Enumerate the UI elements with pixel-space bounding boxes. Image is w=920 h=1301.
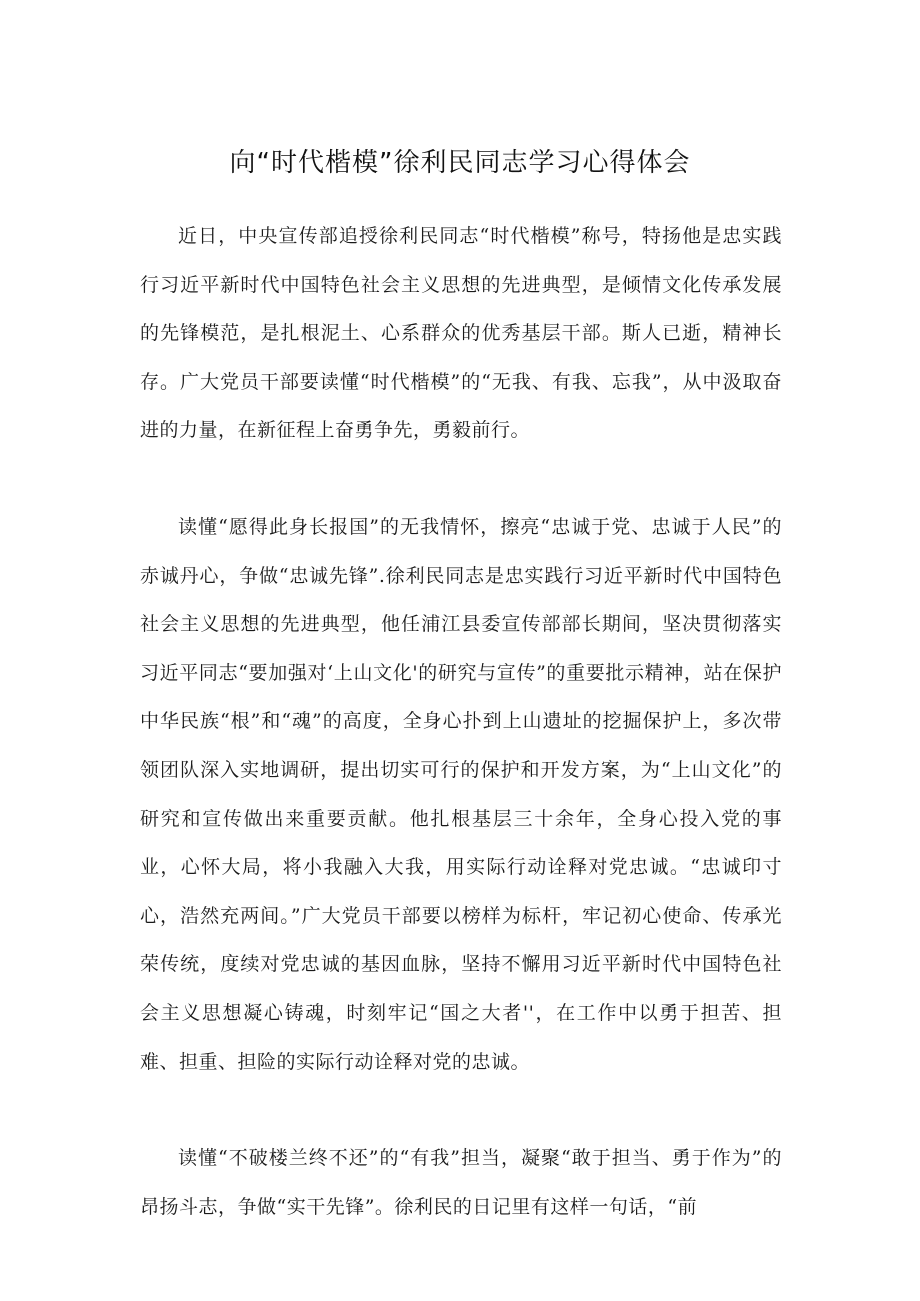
document-title: 向“时代楷模”徐利民同志学习心得体会 [229, 148, 691, 178]
paragraph-intro: 近日，中央宣传部追授徐利民同志“时代楷模”称号，特扬他是忠实践行习近平新时代中国特色社会主义思想的先进典型，是倾情文化传承发展的先锋模范，是扎根泥土、心系群众的优秀基层干部。斯人已逝，精神长存。广大党员干部要读懂“时代楷模”的“无我、有我、忘我”，从中汲取奋进的力量，在新征程上奋勇争先，勇毅前行。 [140, 225, 782, 442]
paragraph-responsibility: 读懂“不破楼兰终不还”的“有我”担当，凝聚“敢于担当、勇于作为”的昂扬斗志，争做“实干先锋”。徐利民的日记里有这样一句话，“前 [140, 1147, 782, 1218]
paragraph-loyalty: 读懂“愿得此身长报国”的无我情怀，擦亮“忠诚于党、忠诚于人民”的赤诚丹心，争做“忠诚先锋”.徐利民同志是忠实践行习近平新时代中国特色社会主义思想的先进典型，他任浦江县委宣传部部长期间，坚决贯彻落实习近平同志“要加强对‘上山文化'的研究与宣传”的重要批示精神，站在保护中华民族“根”和“魂”的高度，全身心扑到上山遗址的挖掘保护上，多次带领团队深入实地调研，提出切实可行的保护和开发方案，为“上山文化”的研究和宣传做出来重要贡献。他扎根基层三十余年，全身心投入党的事业，心怀大局，将小我融入大我，用实际行动诠释对党忠诚。“忠诚印寸心，浩然充两间。”广大党员干部要以榜样为标杆，牢记初心使命、传承光荣传统，度续对党忠诚的基因血脉，坚持不懈用习近平新时代中国特色社会主义思想凝心铸魂，时刻牢记“国之大者''，在工作中以勇于担苦、担难、担重、担险的实际行动诠释对党的忠诚。 [140, 515, 782, 1073]
document-body [140, 212, 782, 1279]
